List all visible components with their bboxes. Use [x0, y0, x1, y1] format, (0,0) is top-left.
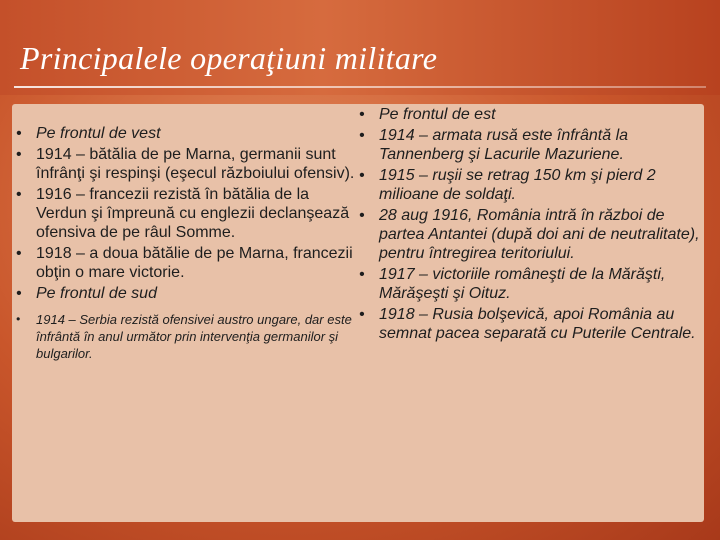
- bullet-1918-marna: • 1918 – a doua bătălie de pe Marna, francezii obţin o mare victorie.: [12, 244, 358, 282]
- right-column: [355, 105, 705, 345]
- heading-east-front: • Pe frontul de est: [355, 105, 705, 124]
- slide-title: Principalele operaţiuni militare: [20, 40, 438, 76]
- bullet-1916-romania: • 28 aug 1916, România intră în război de partea Antantei (după doi ani de neutralitate), pentru întregirea teritoriului.: [355, 206, 705, 263]
- left-column: [12, 124, 358, 364]
- bullet-1914-tannenberg: • 1914 – armata rusă este înfrântă la Tannenberg şi Lacurile Mazuriene.: [355, 126, 705, 164]
- bullet-1917-victories: • 1917 – victoriile româneşti de la Mărăşti, Mărăşeşti şi Oituz.: [355, 265, 705, 303]
- title-underline: [14, 86, 706, 88]
- heading-south-front: • Pe frontul de sud: [12, 284, 358, 303]
- bullet-1918-peace: • 1918 – Rusia bolşevică, apoi România au semnat pacea separată cu Puterile Centrale.: [355, 305, 705, 343]
- bullet-1916-verdun: • 1916 – francezii rezistă în bătălia de la Verdun şi împreună cu englezii declanşează ofensiva de pe râul Somme.: [12, 185, 358, 242]
- heading-west-front: • Pe frontul de vest: [12, 124, 358, 143]
- bullet-1914-serbia: • 1914 – Serbia rezistă ofensivei austro ungare, dar este înfrântă în anul următor prin intervenţia germanilor şi bulgarilor.: [12, 311, 358, 362]
- bullet-1914-marna: • 1914 – bătălia de pe Marna, germanii sunt înfrânţi şi respinşi (eşecul războiului ofensiv).: [12, 145, 358, 183]
- bullet-1915-retreat: • 1915 – ruşii se retrag 150 km şi pierd 2 milioane de soldaţi.: [355, 166, 705, 204]
